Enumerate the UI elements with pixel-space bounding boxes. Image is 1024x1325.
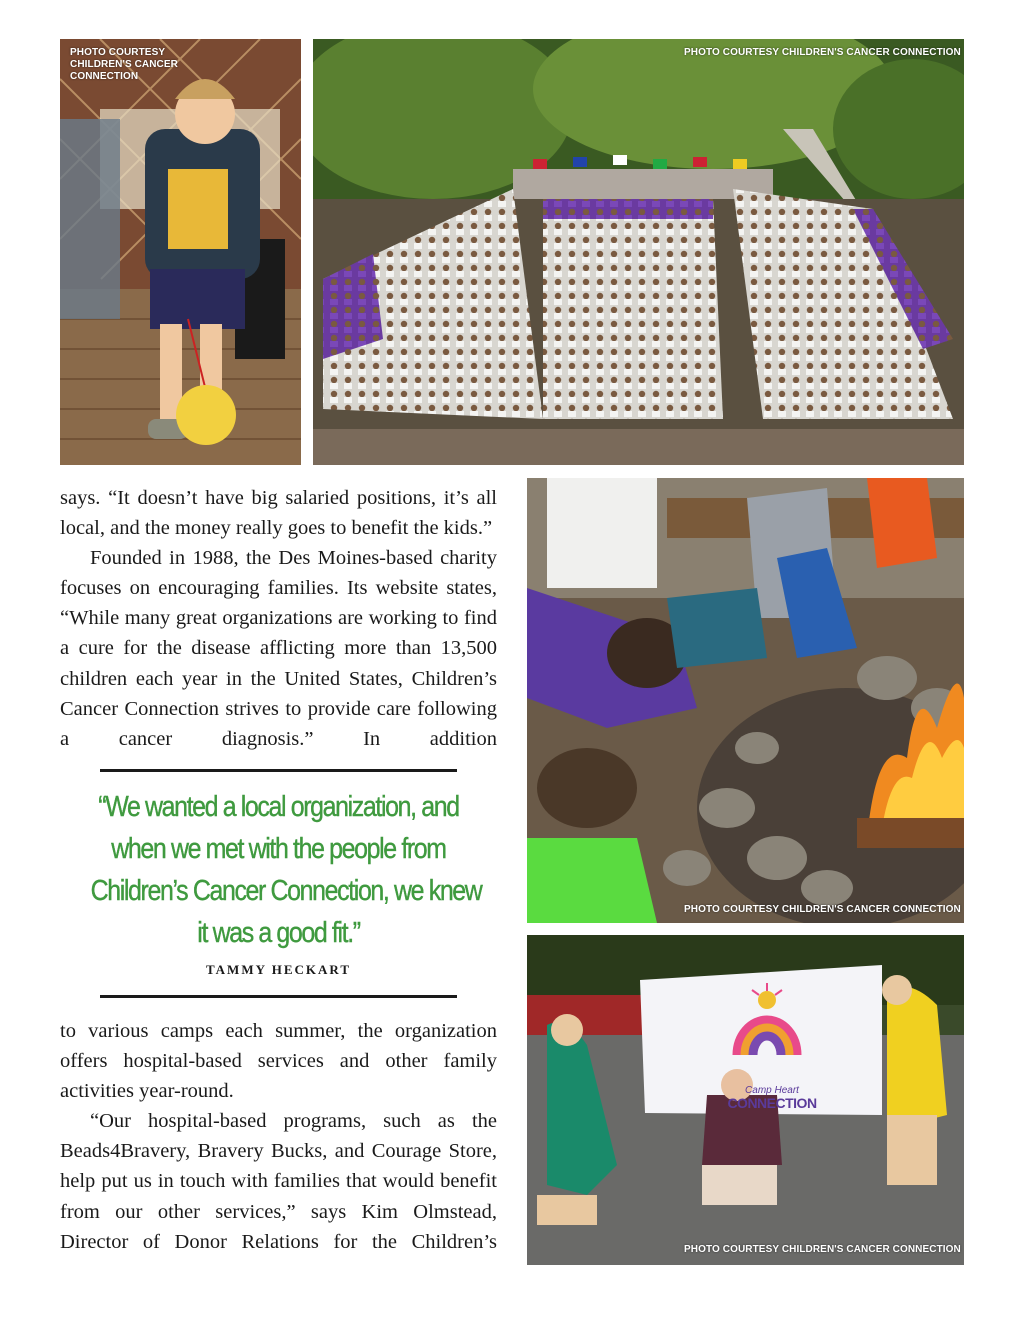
pullquote-line: when we met with the people from bbox=[111, 833, 446, 865]
photo-camp-flag bbox=[527, 935, 964, 1265]
article-paragraph: “Our hospital-based programs, such as the Beads4Bravery, Bravery Bucks, and Courage Store, help put us in touch with families that would benefit from our other services,” says Kim Olmstead, Director of Donor Relations for the Children’s bbox=[60, 1110, 497, 1253]
photo-group-campers bbox=[313, 39, 964, 465]
article-paragraph: to various camps each summer, the organization offers hospital-based services and other family activities year-round. bbox=[60, 1020, 497, 1103]
flag-connection: CONNECTION bbox=[727, 1095, 817, 1111]
flag-text bbox=[727, 1085, 817, 1109]
flag-camp-heart: Camp Heart bbox=[745, 1085, 799, 1096]
photo-campfire bbox=[527, 478, 964, 923]
pullquote-line: it was a good fit.” bbox=[197, 917, 360, 949]
credit-line: PHOTO COURTESY bbox=[70, 47, 166, 58]
pullquote-attribution: TAMMY HECKART bbox=[205, 962, 352, 977]
photo-credit-flag: PHOTO COURTESY CHILDREN'S CANCER CONNECTION bbox=[684, 1244, 961, 1255]
credit-line: CONNECTION bbox=[70, 71, 139, 82]
pullquote-line: Children’s Cancer Connection, we knew bbox=[90, 875, 482, 907]
photo-credit-group: PHOTO COURTESY CHILDREN'S CANCER CONNECTION bbox=[684, 47, 961, 58]
article-paragraph: Founded in 1988, the Des Moines-based charity focuses on encouraging families. Its website states, “While many great organizations are working to find a cure for the disease afflicting more than 13,500 children each year in the United States, Children’s Cancer Connection strives to provide care following a cancer diagnosis.” In addition bbox=[60, 547, 497, 750]
pullquote-line: “We wanted a local organization, and bbox=[98, 791, 459, 823]
photo-credit-boy bbox=[70, 47, 200, 83]
pullquote bbox=[90, 786, 482, 954]
article-paragraph: says. “It doesn’t have big salaried positions, it’s all local, and the money really goes to benefit the kids.” bbox=[60, 487, 497, 540]
article-body-bottom bbox=[60, 1016, 497, 1257]
article-body-top bbox=[60, 483, 497, 754]
pullquote-top-rule bbox=[100, 769, 457, 772]
photo-credit-campfire: PHOTO COURTESY CHILDREN'S CANCER CONNECTION bbox=[684, 904, 961, 915]
photo-boy-on-stage bbox=[60, 39, 301, 465]
credit-line: CHILDREN'S CANCER bbox=[70, 59, 178, 70]
pullquote-bottom-rule bbox=[100, 995, 457, 998]
